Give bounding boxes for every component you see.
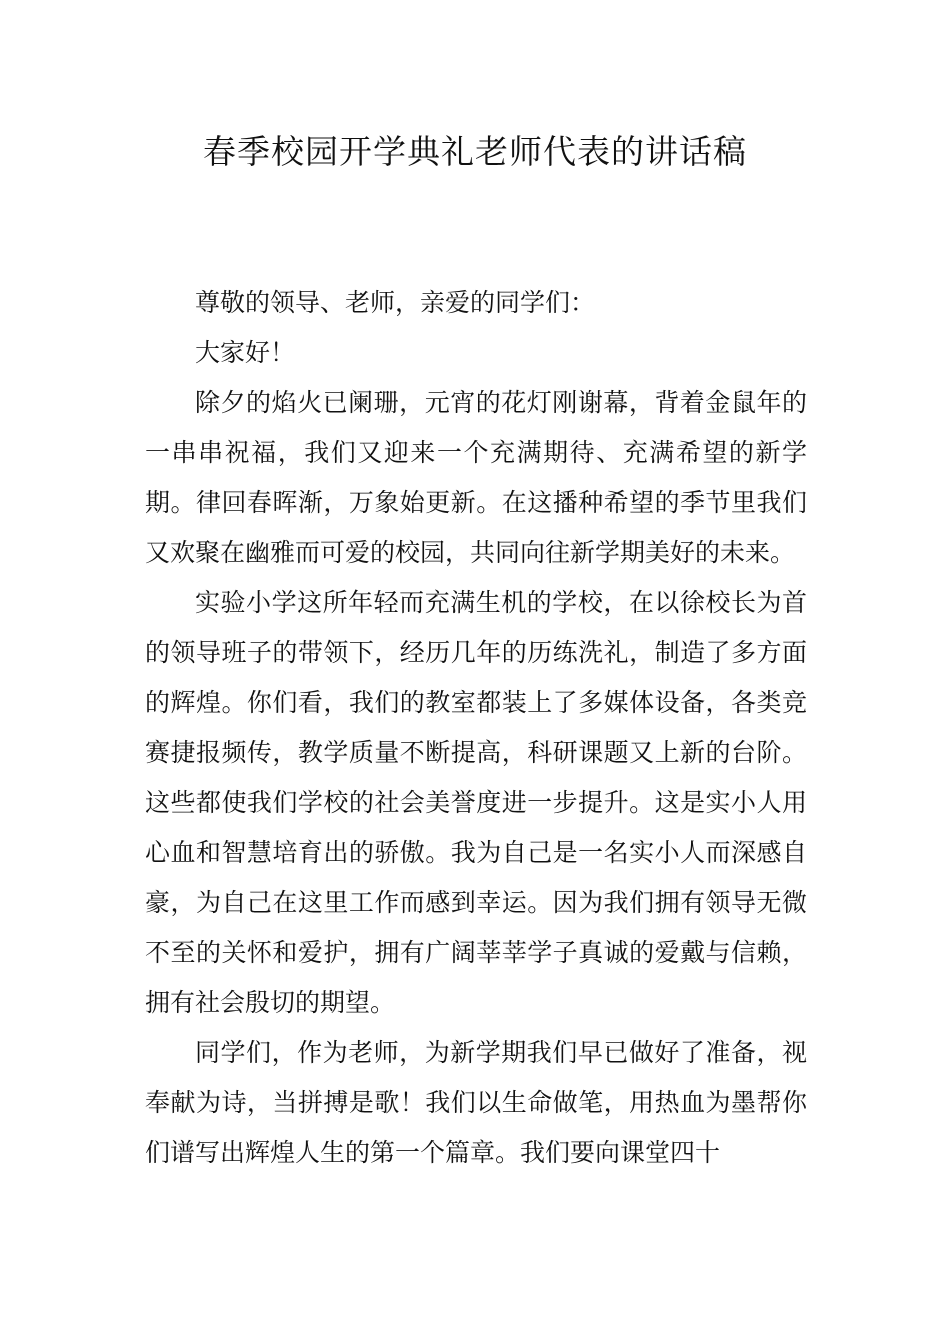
paragraph-school-achievements: 实验小学这所年轻而充满生机的学校，在以徐校长为首的领导班子的带领下，经历几年的历练洗礼，制造了多方面的辉煌。你们看，我们的教室都装上了多媒体设备，各类竞赛捷报频传，教学质量不断提高，科研课题又上新的台阶。这些都使我们学校的社会美誉度进一步提升。这是实小人用心血和智慧培育出的骄傲。我为自己是一名实小人而深感自豪，为自己在这里工作而感到幸运。因为我们拥有领导无微不至的关怀和爱护，拥有广阔莘莘学子真诚的爱戴与信赖，拥有社会殷切的期望。	[145, 588, 807, 1017]
document-title: 春季校园开学典礼老师代表的讲话稿	[203, 132, 747, 171]
document-body	[145, 278, 807, 1178]
paragraph-new-semester: 除夕的焰火已阑珊，元宵的花灯刚谢幕，背着金鼠年的一串串祝福，我们又迎来一个充满期待、充满希望的新学期。律回春晖渐，万象始更新。在这播种希望的季节里我们又欢聚在幽雅而可爱的校园，共同向往新学期美好的未来。	[145, 388, 807, 567]
paragraph-teacher-commitment: 同学们，作为老师，为新学期我们早已做好了准备，视奉献为诗，当拼搏是歌！我们以生命做笔，用热血为墨帮你们谱写出辉煌人生的第一个篇章。我们要向课堂四十	[145, 1038, 807, 1167]
paragraph-greeting: 大家好！	[195, 338, 296, 367]
paragraph-salutation: 尊敬的领导、老师，亲爱的同学们：	[195, 288, 596, 317]
